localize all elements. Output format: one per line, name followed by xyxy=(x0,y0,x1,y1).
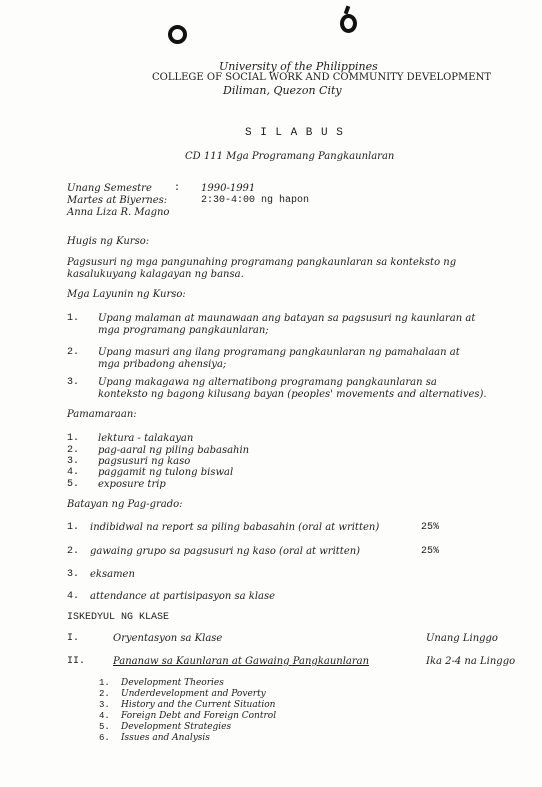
course-description-heading: Hugis ng Kurso: xyxy=(67,236,150,247)
topic-text: Development Strategies xyxy=(121,722,232,732)
semester-value: 1990-1991 xyxy=(201,183,256,194)
topic-number: 2. xyxy=(99,689,110,699)
grading-number: 1. xyxy=(67,522,80,533)
method-number: 3. xyxy=(67,456,80,467)
course-title: CD 111 Mga Programang Pangkaunlaran xyxy=(185,151,395,162)
schedule-section-number: II. xyxy=(67,656,86,667)
grading-text: eksamen xyxy=(90,569,135,580)
semester-colon: : xyxy=(174,183,181,194)
method-number: 5. xyxy=(67,479,80,490)
schedule-section-when: Ika 2-4 na Linggo xyxy=(426,656,516,667)
method-number: 4. xyxy=(67,467,80,478)
schedule-section-title: Oryentasyon sa Klase xyxy=(113,633,223,644)
grading-percent: 25% xyxy=(421,546,440,557)
objective-text: Upang masuri ang ilang programang pangkaunlaran ng pamahalaan at mga pribadong ahensiya; xyxy=(98,347,460,370)
schedule-heading: ISKEDYUL NG KLASE xyxy=(67,612,170,623)
instructor-name: Anna Liza R. Magno xyxy=(67,207,170,218)
topic-number: 3. xyxy=(99,700,110,710)
semester-label: Unang Semestre xyxy=(67,183,152,194)
objective-number: 2. xyxy=(67,347,80,358)
method-text: lektura - talakayan xyxy=(98,433,194,444)
grading-number: 3. xyxy=(67,569,80,580)
course-description-text: Pagsusuri ng mga pangunahing programang pangkaunlaran sa konteksto ng kasalukuyang kalagayan ng bansa. xyxy=(67,257,457,280)
objective-number: 3. xyxy=(67,377,80,388)
schedule-value: 2:30-4:00 ng hapon xyxy=(201,195,310,206)
method-text: pag-aaral ng piling babasahin xyxy=(98,445,250,456)
topic-text: History and the Current Situation xyxy=(121,700,276,710)
method-number: 1. xyxy=(67,433,80,444)
grading-percent: 25% xyxy=(421,522,440,533)
method-text: exposure trip xyxy=(98,479,166,490)
grading-text: indibidwal na report sa piling babasahin (oral at written) xyxy=(90,522,380,533)
schedule-section-number: I. xyxy=(67,633,80,644)
college-name: COLLEGE OF SOCIAL WORK AND COMMUNITY DEVELOPMENT xyxy=(152,72,491,83)
schedule-label: Martes at Biyernes: xyxy=(67,195,168,206)
method-number: 2. xyxy=(67,445,80,456)
college-location: Diliman, Quezon City xyxy=(223,84,342,97)
method-text: pagsusuri ng kaso xyxy=(98,456,191,467)
binder-hole-mark-left xyxy=(168,25,187,44)
grading-number: 2. xyxy=(67,546,80,557)
topic-number: 4. xyxy=(99,711,110,721)
grading-text: gawaing grupo sa pagsusuri ng kaso (oral at written) xyxy=(90,546,361,557)
objective-text: Upang malaman at maunawaan ang batayan sa pagsusuri ng kaunlaran at mga programang pangkaunlaran; xyxy=(98,313,476,336)
binder-hole-mark-right xyxy=(340,14,357,33)
grading-number: 4. xyxy=(67,591,80,602)
objective-text: Upang makagawa ng alternatibong programang pangkaunlaran sa konteksto ng bagong kilusang bayan (peoples' movements and alternatives). xyxy=(98,377,487,400)
university-name: University of the Philippines xyxy=(219,60,378,73)
topic-text: Issues and Analysis xyxy=(121,733,210,743)
grading-text: attendance at partisipasyon sa klase xyxy=(90,591,276,602)
schedule-section-title: Pananaw sa Kaunlaran at Gawaing Pangkaunlaran xyxy=(113,656,370,667)
objective-number: 1. xyxy=(67,313,80,324)
topic-text: Foreign Debt and Foreign Control xyxy=(121,711,277,721)
topic-number: 6. xyxy=(99,733,110,743)
topic-number: 1. xyxy=(99,678,110,688)
methods-heading: Pamamaraan: xyxy=(67,409,137,420)
topic-text: Underdevelopment and Poverty xyxy=(121,689,266,699)
topic-text: Development Theories xyxy=(121,678,224,688)
objectives-heading: Mga Layunin ng Kurso: xyxy=(67,289,186,300)
document-title: S I L A B U S xyxy=(245,127,344,139)
schedule-section-when: Unang Linggo xyxy=(426,633,498,644)
method-text: paggamit ng tulong biswal xyxy=(98,467,234,478)
grading-heading: Batayan ng Pag-grado: xyxy=(67,499,183,510)
topic-number: 5. xyxy=(99,722,110,732)
